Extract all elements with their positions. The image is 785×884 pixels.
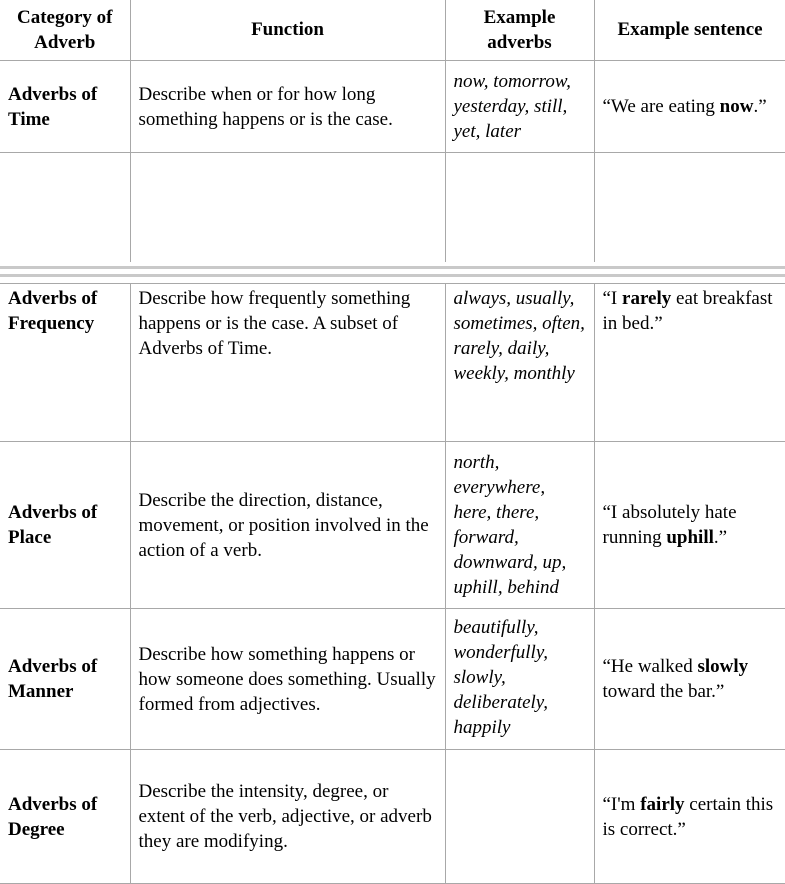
header-sentence: Example sentence bbox=[594, 0, 785, 61]
sentence-text: .” bbox=[713, 527, 728, 548]
empty-cell bbox=[0, 153, 130, 267]
function-cell: Describe the intensity, degree, or extent of the verb, adjective, or adverb they are modifying. bbox=[130, 750, 445, 884]
sentence-cell bbox=[594, 609, 785, 750]
sentence-text: toward the bar.” bbox=[602, 681, 725, 702]
examples-cell: north, everywhere, here, there, forward, downward, up, uphill, behind bbox=[445, 442, 594, 609]
category-cell: Adverbs of Frequency bbox=[0, 284, 130, 442]
sentence-text: .” bbox=[753, 96, 767, 117]
sentence-highlight: fairly bbox=[640, 793, 685, 815]
adverb-table-top bbox=[0, 0, 785, 267]
sentence-text: “I'm bbox=[602, 793, 641, 815]
sentence-cell bbox=[594, 750, 785, 884]
empty-cell bbox=[130, 153, 445, 267]
table-row bbox=[0, 442, 785, 609]
sentence-highlight: rarely bbox=[622, 288, 672, 309]
sentence-cell bbox=[594, 442, 785, 609]
adverb-table-bottom bbox=[0, 283, 785, 884]
table-row bbox=[0, 609, 785, 750]
examples-cell: beautifully, wonderfully, slowly, deliberately, happily bbox=[445, 609, 594, 750]
header-row bbox=[0, 0, 785, 61]
header-category: Category of Adverb bbox=[0, 0, 130, 61]
table-row-empty bbox=[0, 153, 785, 267]
sentence-text: “He walked bbox=[602, 656, 698, 677]
sentence-cell bbox=[594, 61, 785, 153]
table-row bbox=[0, 750, 785, 884]
category-cell: Adverbs of Manner bbox=[0, 609, 130, 750]
category-cell: Adverbs of Time bbox=[0, 61, 130, 153]
page-break-line bbox=[0, 266, 785, 269]
examples-cell: always, usually, sometimes, often, rarely, daily, weekly, monthly bbox=[445, 284, 594, 442]
function-cell: Describe the direction, distance, movement, or position involved in the action of a verb. bbox=[130, 442, 445, 609]
function-cell: Describe when or for how long something happens or is the case. bbox=[130, 61, 445, 153]
sentence-text: “I absolutely hate running bbox=[602, 502, 737, 548]
table-row bbox=[0, 61, 785, 153]
sentence-cell bbox=[594, 284, 785, 442]
header-function: Function bbox=[130, 0, 445, 61]
function-cell: Describe how frequently something happens or is the case. A subset of Adverbs of Time. bbox=[130, 284, 445, 442]
sentence-highlight: slowly bbox=[697, 656, 749, 677]
sentence-highlight: now bbox=[719, 96, 754, 117]
examples-cell bbox=[445, 750, 594, 884]
sentence-text: “We are eating bbox=[602, 96, 720, 117]
sentence-text: certain this is correct.” bbox=[602, 793, 774, 840]
sentence-text: “I bbox=[602, 288, 623, 309]
category-cell: Adverbs of Degree bbox=[0, 750, 130, 884]
category-cell: Adverbs of Place bbox=[0, 442, 130, 609]
empty-cell bbox=[594, 153, 785, 267]
sentence-text: eat breakfast in bed.” bbox=[602, 288, 773, 334]
empty-cell bbox=[445, 153, 594, 267]
header-examples: Example adverbs bbox=[445, 0, 594, 61]
examples-cell: now, tomorrow, yesterday, still, yet, later bbox=[445, 61, 594, 153]
sentence-highlight: uphill bbox=[666, 527, 714, 548]
function-cell: Describe how something happens or how someone does something. Usually formed from adjectives. bbox=[130, 609, 445, 750]
page-break-line bbox=[0, 274, 785, 277]
table-row bbox=[0, 284, 785, 442]
